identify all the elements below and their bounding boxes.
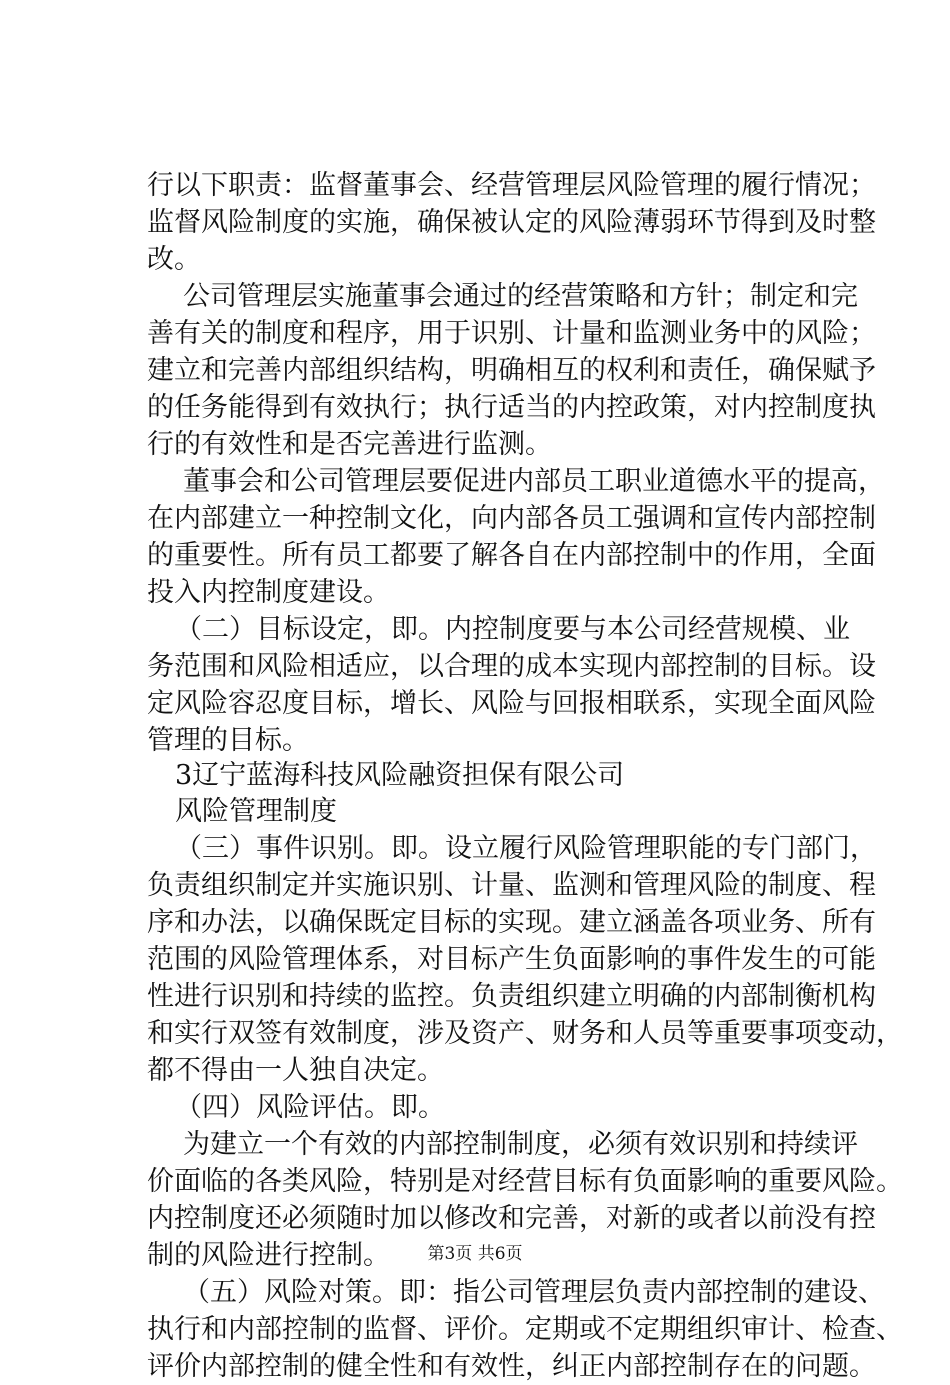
text-line: 行以下职责：监督董事会、经营管理层风险管理的履行情况；	[147, 170, 876, 201]
text-line: 为建立一个有效的内部控制制度，必须有效识别和持续评	[183, 1129, 858, 1160]
text-line: 性进行识别和持续的监控。负责组织建立明确的内部制衡机构	[147, 981, 876, 1012]
text-line: （三）事件识别。即。设立履行风险管理职能的专门部门，	[175, 833, 877, 864]
text-line: 风险管理制度	[175, 796, 337, 827]
text-line: 和实行双签有效制度，涉及资产、财务和人员等重要事项变动，	[147, 1018, 903, 1049]
text-line: 改。	[147, 244, 201, 275]
text-line: 评价内部控制的健全性和有效性，纠正内部控制存在的问题。	[147, 1351, 876, 1382]
text-line: 的任务能得到有效执行；执行适当的内控政策，对内控制度执	[147, 392, 876, 423]
text-line: 范围的风险管理体系，对目标产生负面影响的事件发生的可能	[147, 944, 876, 975]
text-line: 序和办法，以确保既定目标的实现。建立涵盖各项业务、所有	[147, 907, 876, 938]
text-line: 3辽宁蓝海科技风险融资担保有限公司	[175, 760, 625, 791]
text-line: 董事会和公司管理层要促进内部员工职业道德水平的提高，	[183, 466, 885, 497]
text-line: 价面临的各类风险，特别是对经营目标有负面影响的重要风险。	[147, 1166, 903, 1197]
text-line: 都不得由一人独自决定。	[147, 1055, 444, 1086]
text-line: 内控制度还必须随时加以修改和完善，对新的或者以前没有控	[147, 1203, 876, 1234]
text-line: 善有关的制度和程序，用于识别、计量和监测业务中的风险；	[147, 318, 876, 349]
text-line: 在内部建立一种控制文化，向内部各员工强调和宣传内部控制	[147, 503, 876, 534]
text-line: 公司管理层实施董事会通过的经营策略和方针；制定和完	[183, 281, 858, 312]
text-line: 执行和内部控制的监督、评价。定期或不定期组织审计、检查、	[147, 1314, 903, 1345]
text-line: 投入内控制度建设。	[147, 577, 390, 608]
text-line: 的重要性。所有员工都要了解各自在内部控制中的作用，全面	[147, 540, 876, 571]
text-line: （五）风险对策。即：指公司管理层负责内部控制的建设、	[183, 1277, 885, 1308]
text-line: 行的有效性和是否完善进行监测。	[147, 429, 552, 460]
text-line: 监督风险制度的实施，确保被认定的风险薄弱环节得到及时整	[147, 207, 876, 238]
text-line: 定风险容忍度目标，增长、风险与回报相联系，实现全面风险	[147, 688, 876, 719]
text-line: 务范围和风险相适应，以合理的成本实现内部控制的目标。设	[147, 651, 876, 682]
text-line: 制的风险进行控制。	[147, 1240, 390, 1271]
text-line: 负责组织制定并实施识别、计量、监测和管理风险的制度、程	[147, 870, 876, 901]
page-footer: 第3页 共6页	[427, 1244, 523, 1264]
text-line: （二）目标设定，即。内控制度要与本公司经营规模、业	[175, 614, 850, 645]
text-line: （四）风险评估。即。	[175, 1092, 445, 1123]
text-line: 建立和完善内部组织结构，明确相互的权利和责任，确保赋予	[147, 355, 876, 386]
text-line: 管理的目标。	[147, 725, 309, 756]
